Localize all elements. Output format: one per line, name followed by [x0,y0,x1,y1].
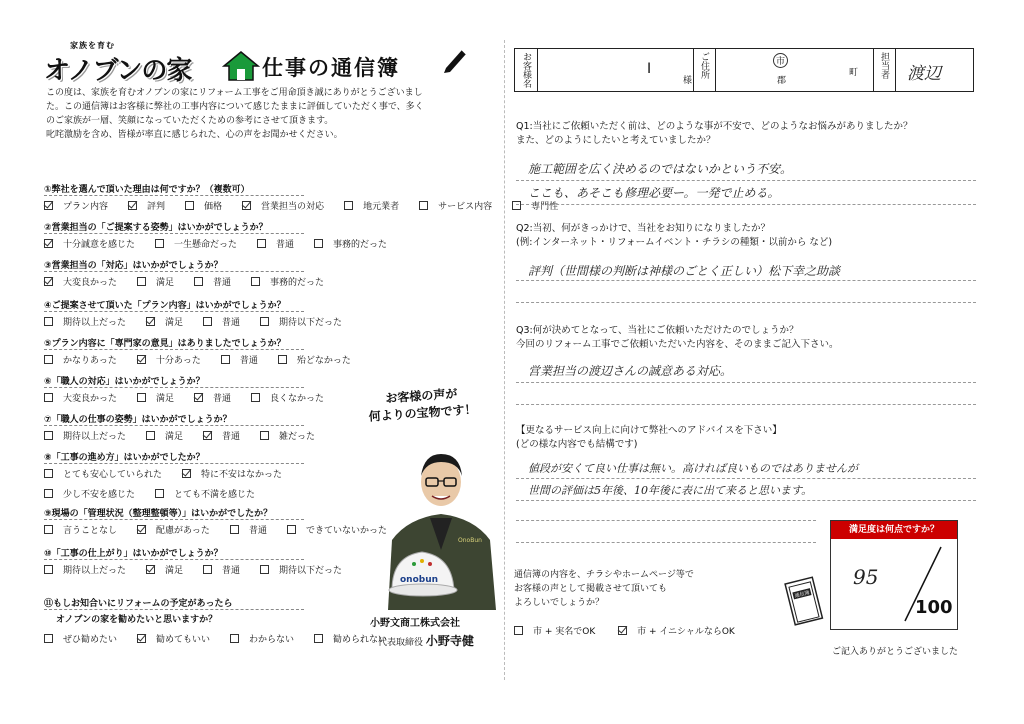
option-label: 満足 [156,278,175,288]
address-value-cell: 市 郡 町 [715,49,874,91]
checkbox[interactable] [44,469,53,478]
option-label: 期待以上だった [63,318,127,328]
a4-line2: 世間の評価は5年後、10年後に表に出て来ると思います。 [528,484,813,497]
option-label: 大変良かった [63,394,118,404]
option-7-0[interactable] [44,432,136,442]
option-label: 普通 [222,432,241,442]
option-row [44,199,578,212]
option-label: 大変良かった [63,278,118,288]
publish-option-realname[interactable]: 市 + 実名でOK [514,627,605,637]
answer-line [516,520,816,521]
checkbox[interactable] [194,393,203,402]
option-6-3[interactable] [251,394,334,404]
checkbox[interactable] [203,317,212,326]
option-label: 普通 [222,566,241,576]
staff-name: 渡辺 [907,64,941,84]
option-row [44,353,371,366]
option-5-0[interactable] [44,356,127,366]
logo-tagline: 家族を育む [70,41,115,50]
option-1-2[interactable] [185,202,232,212]
question-separator [44,425,304,426]
checkbox[interactable] [137,634,146,643]
a2-line1: 評判（世間様の判断は神様のごとく正しい）松下幸之助談 [528,264,841,278]
option-label: 期待以下だった [279,566,343,576]
option-label: 満足 [165,566,184,576]
option-10-2[interactable] [203,566,250,576]
checkbox[interactable] [155,489,164,498]
book-label: 通信簿 [794,589,811,600]
option-10-1[interactable] [146,566,193,576]
option-8b-1[interactable] [155,490,265,500]
checkbox[interactable] [260,431,269,440]
option-label: とても不満を感じた [174,490,256,500]
option-4-1[interactable] [146,318,193,328]
question-separator [44,349,304,350]
option-9-2[interactable] [230,526,277,536]
helmet-logo: onobun [400,575,439,585]
staff-label-cell: 担当者 [873,49,896,91]
question-separator [44,609,304,610]
checkbox[interactable] [194,277,203,286]
option-label: 一生懸命だった [174,240,238,250]
option-4-2[interactable] [203,318,250,328]
option-3-0[interactable] [44,278,127,288]
option-1-5[interactable] [419,202,502,212]
checkbox[interactable] [618,626,627,635]
question-11: ⑪もしお知合いにリフォームの予定があったら [44,599,233,609]
a1-line2: ここも、あそこも修理必要ー。一発で止める。 [528,186,780,200]
option-9-0[interactable] [44,526,127,536]
option-11-2[interactable] [230,635,304,645]
question-separator [44,519,304,520]
publish-options [514,624,755,637]
question-8: ⑧「工事の進め方」はいかがでしたか？ [44,453,205,463]
option-row [44,632,407,645]
checkbox[interactable] [44,634,53,643]
option-6-2[interactable] [194,394,241,404]
option-label: 満足 [165,432,184,442]
option-row [44,315,362,328]
option-row [44,563,362,576]
option-label: 言うことなし [63,526,118,536]
checkbox[interactable] [242,201,251,210]
answer-line [516,382,976,383]
checkbox[interactable] [44,277,53,286]
checkbox[interactable] [137,355,146,364]
checkbox[interactable] [44,565,53,574]
checkbox[interactable] [137,525,146,534]
intro-text: この度は、家族を育むオノブンの家にリフォーム工事をご用命頂き誠にありがとうございまし た。この通信簿はお客様に弊社の工事内容について感じたままに評価していただく事で、多く のご家族が一層、笑顔になっていただくための参考にさせて頂きます。 叱咤激励を含め、皆様が率直に感じられた、心の声をお聞かせください。 [46,88,424,140]
answer-line [516,204,976,205]
checkbox[interactable] [221,355,230,364]
checkbox[interactable] [203,565,212,574]
option-label: 期待以上だった [63,432,127,442]
checkbox[interactable] [260,565,269,574]
q2-text: Q2:当初、何がきっかけで、当社をお知りになりましたか？ (例:インターネット・リフォームイベント・チラシの種類・以前から など) [516,223,833,248]
checkbox[interactable] [512,201,521,210]
checkbox[interactable] [419,201,428,210]
option-row [44,467,302,480]
satisfaction-box [830,520,958,630]
checkbox[interactable] [137,393,146,402]
company-name: 小野文商工株式会社 [370,618,460,629]
question-11-line2: オノブンの家を勧めたいと思いますか？ [56,615,218,625]
ceo-photo [378,440,504,610]
checkbox[interactable] [44,201,53,210]
option-1-1[interactable] [128,202,175,212]
option-2-1[interactable] [155,240,247,250]
question-10: ⑩「工事の仕上がり」はいかがでしょうか？ [44,549,223,559]
checkbox[interactable] [137,277,146,286]
question-2: ②営業担当の「ご提案する姿勢」はいかがでしょうか？ [44,223,268,233]
option-label: プラン内容 [63,202,109,212]
answer-line [516,180,976,181]
answer-line [516,478,976,479]
option-label: 十分誠意を感じた [63,240,136,250]
option-label: 満足 [156,394,175,404]
thanks-text: ご記入ありがとうございました [832,647,959,657]
answer-line [516,404,976,405]
option-label: 勧められない [333,635,388,645]
option-5-2[interactable] [221,356,268,366]
option-row [44,391,344,404]
answer-line [516,542,816,543]
speech-caption: お客様の声が 何よりの宝物です！ [368,386,477,424]
option-2-2[interactable] [257,240,304,250]
checkbox[interactable] [44,355,53,364]
checkbox[interactable] [260,317,269,326]
publish-consent-text: 通信簿の内容を、チラシやホームページ等で お客様の声として掲載させて頂いても よろしいでしょうか？ [514,570,694,608]
question-5: ⑤プラン内容に「専門家の意見」はありましたでしょうか？ [44,339,286,349]
option-7-1[interactable] [146,432,193,442]
option-label: 普通 [213,394,232,404]
checkbox[interactable] [314,634,323,643]
option-10-3[interactable] [260,566,352,576]
name-value-cell: I 様 [537,49,694,91]
option-8b-0[interactable] [44,490,145,500]
option-label: 十分あった [155,356,201,366]
name-label-cell: お客様名 [515,49,538,91]
a1-line1: 施工範囲を広く決めるのではないかという不安。 [528,162,793,176]
a4-line1: 値段が安くて良い仕事は無い。高ければ良いものではありませんが [528,462,858,475]
option-11-1[interactable] [137,635,220,645]
option-label: 専門性 [531,202,559,212]
center-divider [504,40,505,680]
option-label: ぜひ勧めたい [63,635,118,645]
checkbox[interactable] [146,565,155,574]
option-row [44,523,407,536]
option-8-0[interactable] [44,470,172,480]
option-label: 特に不安はなかった [201,470,283,480]
checkbox[interactable] [514,626,523,635]
option-row [44,237,407,250]
option-label: とても安心していられた [63,470,163,480]
checkbox[interactable] [44,239,53,248]
option-label: 事務的だった [333,240,388,250]
option-11-0[interactable] [44,635,127,645]
option-4-3[interactable] [260,318,352,328]
question-7: ⑦「職人の仕事の姿勢」はいかがでしょうか？ [44,415,232,425]
checkbox[interactable] [314,239,323,248]
option-label: 普通 [276,240,295,250]
q1-text: Q1:当社にご依頼いただく前は、どのような事が不安で、どのようなお悩みがありましたか？ また、どのようにしたいと考えていましたか？ [516,121,913,146]
customer-name: I [647,61,652,77]
checkbox[interactable] [155,239,164,248]
satisfaction-score: 95 [853,565,879,589]
advice-text: 【更なるサービス向上に向けて弊社へのアドバイスを下さい】 (どの様な内容でも結構です) [516,425,782,450]
checkbox[interactable] [44,317,53,326]
checkbox[interactable] [44,431,53,440]
publish-option-initial[interactable]: 市 + イニシャルならOK [618,627,745,637]
logo-brand: オノブンの家 [44,56,192,86]
option-10-0[interactable] [44,566,136,576]
option-label: 勧めてもいい [156,635,211,645]
option-6-0[interactable] [44,394,127,404]
option-label: 配慮があった [156,526,210,536]
logo-subtitle: 仕事の通信簿 [262,56,400,80]
checkbox[interactable] [128,201,137,210]
question-1: ①弊社を選んで頂いた理由は何ですか？（複数可） [44,185,250,195]
option-label: 普通 [248,526,267,536]
option-label: 価格 [204,202,223,212]
ceo-signature: 代表取締役 小野寺健 [378,634,474,648]
question-separator [44,387,304,388]
option-row [44,429,335,442]
checkbox[interactable] [230,525,239,534]
option-label: 営業担当の対応 [261,202,325,212]
option-1-4[interactable] [344,202,409,212]
option-row [44,487,275,500]
checkbox[interactable] [146,317,155,326]
option-label: 殆どなかった [296,356,351,366]
checkbox[interactable] [44,525,53,534]
question-separator [44,233,304,234]
option-4-0[interactable] [44,318,136,328]
option-label: 期待以下だった [279,318,343,328]
satisfaction-max: 100 [915,597,953,618]
option-label: わからない [249,635,295,645]
option-label: 普通 [239,356,258,366]
question-6: ⑥「職人の対応」はいかがでしょうか？ [44,377,205,387]
option-3-3[interactable] [251,278,334,288]
question-9: ⑨現場の「管理状況（整理整頓等）」はいかがでしたか？ [44,509,273,519]
checkbox[interactable] [182,469,191,478]
answer-line [516,280,976,281]
checkbox[interactable] [287,525,296,534]
option-label: 事務的だった [270,278,325,288]
question-3: ③営業担当の「対応」はいかがでしょうか？ [44,261,223,271]
satisfaction-label: 満足度は何点ですか？ [831,521,957,539]
option-label: 雑だった [279,432,316,442]
customer-header [514,48,974,92]
option-8-1[interactable] [182,470,292,480]
option-9-1[interactable] [137,526,220,536]
q3-text: Q3:何が決めてとなって、当社にご依頼いただけたのでしょうか？ 今回のリフォーム工事でご依頼いただいた内容を、そのままご記入下さい。 [516,325,839,350]
checkbox[interactable] [203,431,212,440]
checkbox[interactable] [344,201,353,210]
option-row [44,275,344,288]
question-separator [44,311,304,312]
option-7-2[interactable] [203,432,250,442]
question-separator [44,195,304,196]
option-5-1[interactable] [137,356,211,366]
question-separator [44,559,304,560]
option-label: 地元業者 [363,202,400,212]
checkbox[interactable] [44,393,53,402]
option-label: できていないかった [305,526,387,536]
checkbox[interactable] [185,201,194,210]
address-label-cell: ご住所 [693,49,716,91]
option-label: 良くなかった [270,394,325,404]
checkbox[interactable] [230,634,239,643]
a3-line1: 営業担当の渡辺さんの誠意ある対応。 [528,364,733,378]
jacket-label: OnoBun [458,537,482,544]
option-label: 少し不安を感じた [63,490,136,500]
house-icon [222,50,260,82]
option-7-3[interactable] [260,432,325,442]
checkbox[interactable] [146,431,155,440]
option-label: 評判 [147,202,166,212]
checkbox[interactable] [251,277,260,286]
answer-line [516,302,976,303]
option-3-1[interactable] [137,278,184,288]
question-separator [44,463,304,464]
question-separator [44,271,304,272]
checkbox[interactable] [251,393,260,402]
option-2-3[interactable] [314,240,397,250]
answer-line [516,500,976,501]
checkbox[interactable] [278,355,287,364]
option-1-3[interactable] [242,202,334,212]
option-label: 期待以上だった [63,566,127,576]
option-label: サービス内容 [438,202,493,212]
report-book-icon [784,576,824,628]
option-6-1[interactable] [137,394,184,404]
question-4: ④ご提案させて頂いた「プラン内容」はいかがでしょうか？ [44,301,286,311]
option-label: かなりあった [63,356,117,366]
option-2-0[interactable] [44,240,145,250]
pencil-icon [440,44,470,74]
option-label: 満足 [165,318,184,328]
option-label: 普通 [222,318,241,328]
checkbox[interactable] [44,489,53,498]
option-5-3[interactable] [278,356,361,366]
checkbox[interactable] [257,239,266,248]
option-3-2[interactable] [194,278,241,288]
option-1-0[interactable] [44,202,118,212]
option-label: 普通 [213,278,232,288]
